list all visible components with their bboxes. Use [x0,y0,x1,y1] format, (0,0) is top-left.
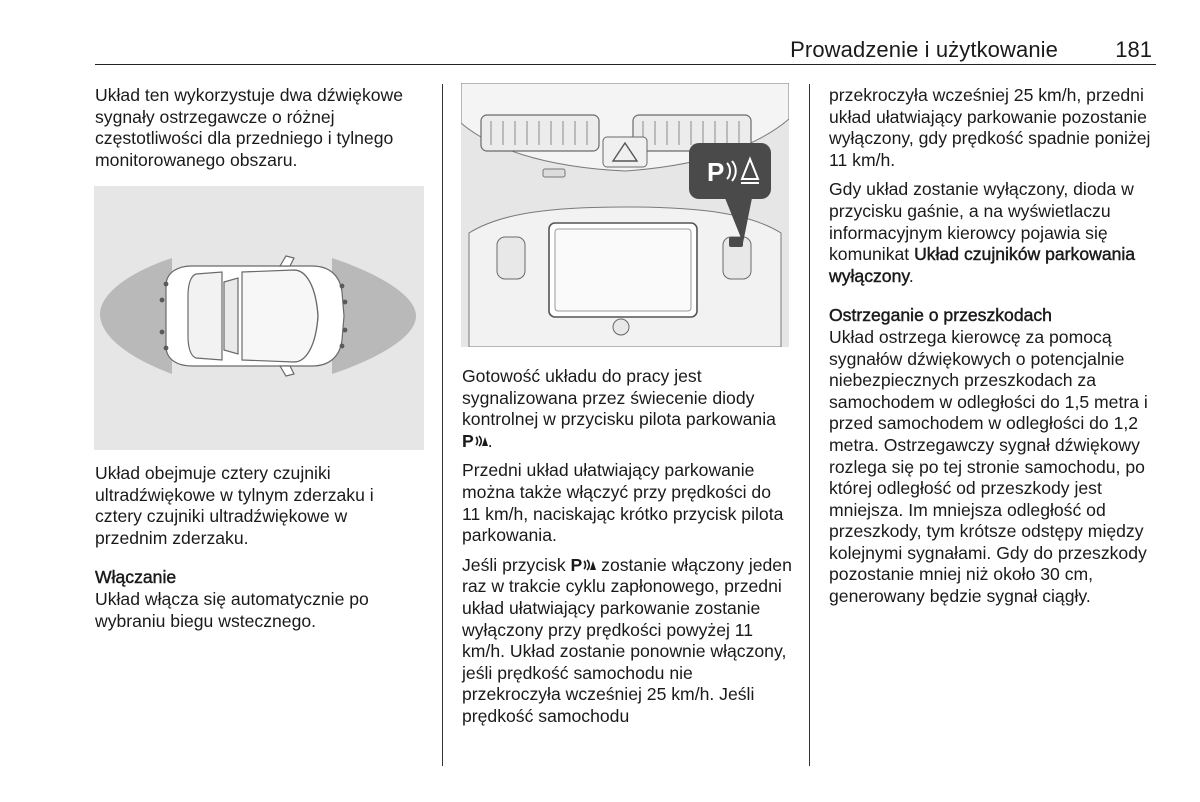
readiness-paragraph [462,366,792,452]
column-2 [462,366,792,728]
obstacle-warning-paragraph: Układ ostrzega kierowcę za pomocą sygnałów dźwiękowych o potencjalnie niebezpiecznych przeszkodach za samochodem w odległości do 1,5 metra i przed samochodem w odległości do 1,2 metra. Ostrzegawczy sygnał dźwiękowy rozlega się po tej stronie samochodu, po której odległość od przeszkody jest mniejsza. Im mniejsza odległość od przeszkody, tym krótsze odstępy między kolejnymi sygnałami. Gdy do przeszkody pozostanie mniej niż około 30 cm, generowany będzie sygnał ciągły. [829,326,1148,607]
sensors-paragraph: Układ obejmuje cztery czujniki ultradźwiękowe w tylnym zderzaku i cztery czujniki ultradźwiękowe w przednim zderzaku. [95,463,374,548]
heading-switching-on: Włączanie [95,567,177,588]
continuation-paragraph: przekroczyła wcześniej 25 km/h, przedni układ ułatwiający parkowanie pozostanie wyłączony, gdy prędkość spadnie poniżej 11 km/h. [829,85,1151,170]
column-3 [829,85,1159,608]
button-pressed-rest: zostanie włączony jeden raz w trakcie cyklu zapłonowego, przedni układ ułatwiający parkowanie zostanie wyłączony przy prędkości powyżej 11 km/h. Układ zostanie ponownie włączony, jeśli prędkość samochodu nie przekroczyła wcześniej 25 km/h. Jeśli prędkość samochodu [462,554,792,726]
column-divider-1 [442,84,443,766]
button-pressed-paragraph [462,555,792,728]
readiness-text: Gotowość układu do pracy jest sygnalizowana przez świecenie diody kontrolnej w przycisku pilota parkowania [462,366,776,430]
switching-on-paragraph: Układ włącza się automatycznie po wybraniu biegu wstecznego. [95,588,369,631]
column-divider-2 [809,84,810,766]
running-header-title: Prowadzenie i użytkowanie [790,37,1058,62]
svg-text:P: P [707,157,725,187]
switched-off-paragraph [829,179,1159,287]
car-top-view-image [94,186,424,450]
heading-obstacle-warning: Ostrzeganie o przeszkodach [829,305,1052,326]
column-1-lower [95,463,420,632]
button-pressed-start: Jeśli przycisk [462,554,566,575]
page-number: 181 [1115,37,1152,62]
front-system-paragraph: Przedni układ ułatwiający parkowanie można także włączyć przy prędkości do 11 km/h, naciskając krótko przycisk pilota parkowania. [462,460,784,546]
readiness-end: . [487,430,493,451]
center-console-image [461,83,789,347]
switched-off-message: Układ czujników parkowania wyłączony [829,244,1136,286]
park-pilot-icon: P [462,431,488,451]
car-sensor-illustration [94,186,424,450]
column-1 [95,85,420,171]
dashboard-button-illustration [461,83,789,347]
intro-paragraph: Układ ten wykorzystuje dwa dźwiękowe sygnały ostrzegawcze o różnej częstotliwości dla przedniego i tylnego monitorowanego obszaru. [95,85,404,170]
switched-off-text: Gdy układ zostanie wyłączony, dioda w przycisku gaśnie, a na wyświetlaczu informacyjnym kierowcy pojawia się komunikat [829,179,1134,265]
switched-off-end: . [908,265,914,286]
park-pilot-icon: P [571,555,597,575]
header-rule [95,64,1156,65]
